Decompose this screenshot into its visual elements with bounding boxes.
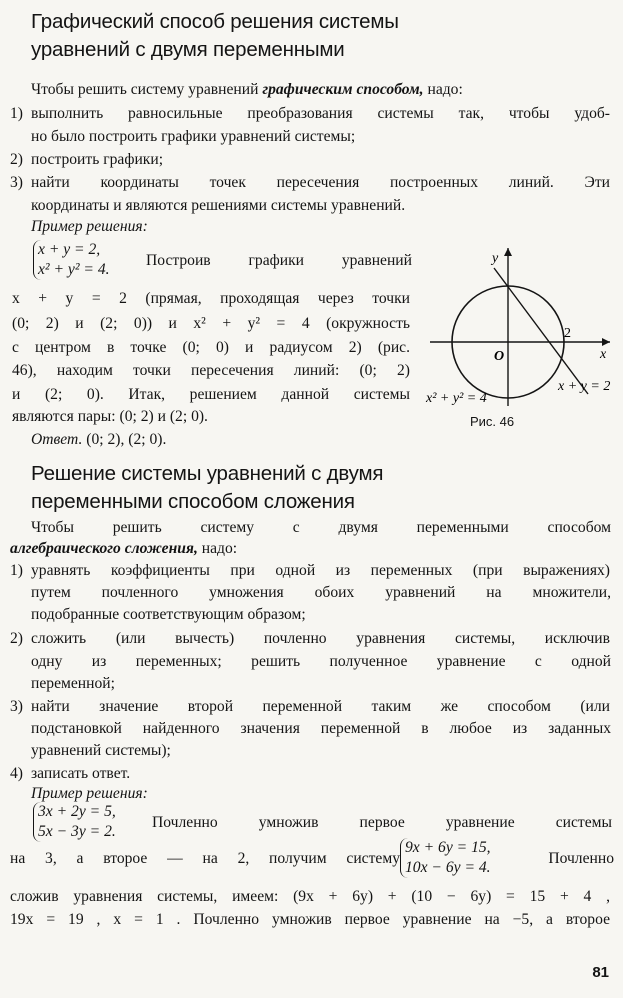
- step-text: одну из переменных; решить полученное уравнение с одной: [31, 653, 611, 670]
- step-text: записать ответ.: [31, 765, 131, 782]
- intro-text: Чтобы решить систему уравнений: [31, 81, 259, 98]
- step-number: 1): [10, 562, 23, 579]
- step-number: 2): [10, 151, 23, 168]
- title-line: Графический способ решения системы: [31, 10, 399, 33]
- paragraph-line: 19x = 19 , x = 1 . Почленно умножив первое уравнение на −5, а второе: [10, 911, 610, 928]
- figure-caption: Рис. 46: [470, 414, 515, 429]
- step-number: 1): [10, 105, 23, 122]
- step-3: [10, 697, 610, 717]
- intro-text: надо:: [427, 81, 463, 98]
- intro-emphasis: алгебраического сложения,: [10, 540, 198, 557]
- step-text: уравнений системы);: [31, 742, 171, 759]
- page-number: 81: [592, 964, 609, 981]
- step-1: [10, 561, 610, 581]
- step-text: переменной;: [31, 675, 115, 692]
- equation: x + y = 2,: [38, 241, 101, 258]
- step-text: путем почленного умножения обоих уравнений на множители,: [31, 584, 611, 601]
- example-label: Пример решения:: [31, 785, 148, 802]
- intro-paragraph: Чтобы решить систему с двумя переменными способом: [31, 519, 611, 536]
- equation-system: [33, 802, 116, 842]
- paragraph-line: (0; 2) и (2; 0)) и x² + y² = 4 (окружность: [12, 315, 410, 332]
- section-title-graphical: [31, 8, 399, 64]
- step-text: выполнить равносильные преобразования системы так, чтобы удоб-: [31, 105, 610, 122]
- circle-label: x² + y² = 4: [426, 391, 487, 406]
- step-number: 3): [10, 698, 23, 715]
- paragraph-line: являются пары: (0; 2) и (2; 0).: [12, 408, 208, 425]
- paragraph-line: и (2; 0). Итак, решением данной системы: [12, 386, 410, 403]
- paragraph-line: Построив графики уравнений: [146, 252, 412, 269]
- step-1: [10, 104, 610, 124]
- intro-paragraph: [10, 539, 610, 559]
- x-axis-arrow: [602, 338, 610, 346]
- equation: x² + y² = 4.: [38, 261, 110, 278]
- step-text: уравнять коэффициенты при одной из переменных (при выражениях): [31, 562, 610, 579]
- answer-value: (0; 2), (2; 0).: [86, 431, 167, 448]
- intro-emphasis: графическим способом,: [262, 81, 424, 98]
- step-2: [10, 150, 610, 170]
- step-number: 4): [10, 765, 23, 782]
- answer-line: [31, 430, 611, 450]
- y-axis-arrow: [504, 248, 512, 256]
- step-text: сложить (или вычесть) почленно уравнения системы, исключив: [31, 630, 610, 647]
- equation: 9x + 6y = 15,: [405, 839, 491, 856]
- step-text: подобранные соответствующим образом;: [31, 606, 306, 623]
- y-axis-label: y: [492, 251, 499, 266]
- section-title-addition: [31, 460, 383, 516]
- step-text: найти значение второй переменной таким же способом (или: [31, 698, 610, 715]
- intro-text: надо:: [201, 540, 238, 557]
- equation: 10x − 6y = 4.: [405, 859, 491, 876]
- step-text: найти координаты точек пересечения построенных линий. Эти: [31, 174, 610, 191]
- line-label: x + y = 2: [558, 379, 611, 394]
- paragraph-line: сложив уравнения системы, имеем: (9x + 6y) + (10 − 6y) = 15 + 4 ,: [10, 888, 610, 905]
- figure-46-graph: [420, 244, 620, 414]
- intro-paragraph: [31, 80, 611, 100]
- step-3: [10, 173, 610, 193]
- paragraph-line: x + y = 2 (прямая, проходящая через точки: [12, 290, 410, 307]
- paragraph-line: Почленно умножив первое уравнение системы: [152, 814, 612, 831]
- step-number: 3): [10, 174, 23, 191]
- equation-system: [33, 240, 110, 280]
- title-line: уравнений с двумя переменными: [31, 38, 345, 61]
- x-axis-label: x: [600, 347, 607, 362]
- step-number: 2): [10, 630, 23, 647]
- paragraph-line: с центром в точке (0; 0) и радиусом 2) (рис.: [12, 339, 410, 356]
- equation: 5x − 3y = 2.: [38, 823, 116, 840]
- step-text: но было построить графики уравнений системы;: [31, 128, 356, 145]
- step-4: [10, 764, 610, 784]
- title-line: переменными способом сложения: [31, 490, 355, 513]
- equation-system: [400, 838, 491, 878]
- paragraph-line: 46), находим точки пересечения линий: (0; 2): [12, 362, 410, 379]
- equation: 3x + 2y = 5,: [38, 803, 116, 820]
- step-2: [10, 629, 610, 649]
- origin-label: O: [494, 349, 505, 364]
- answer-label: Ответ.: [31, 431, 83, 448]
- title-line: Решение системы уравнений с двумя: [31, 462, 384, 485]
- paragraph-line: Почленно: [548, 850, 614, 867]
- example-label: Пример решения:: [31, 218, 148, 235]
- paragraph-line: на 3, а второе — на 2, получим систему: [10, 850, 400, 867]
- step-text: построить графики;: [31, 151, 164, 168]
- step-text: координаты и являются решениями системы уравнений.: [31, 197, 406, 214]
- step-text: подстановкой найденного значения переменной в любое из заданных: [31, 720, 611, 737]
- tick-label: 2: [564, 326, 571, 341]
